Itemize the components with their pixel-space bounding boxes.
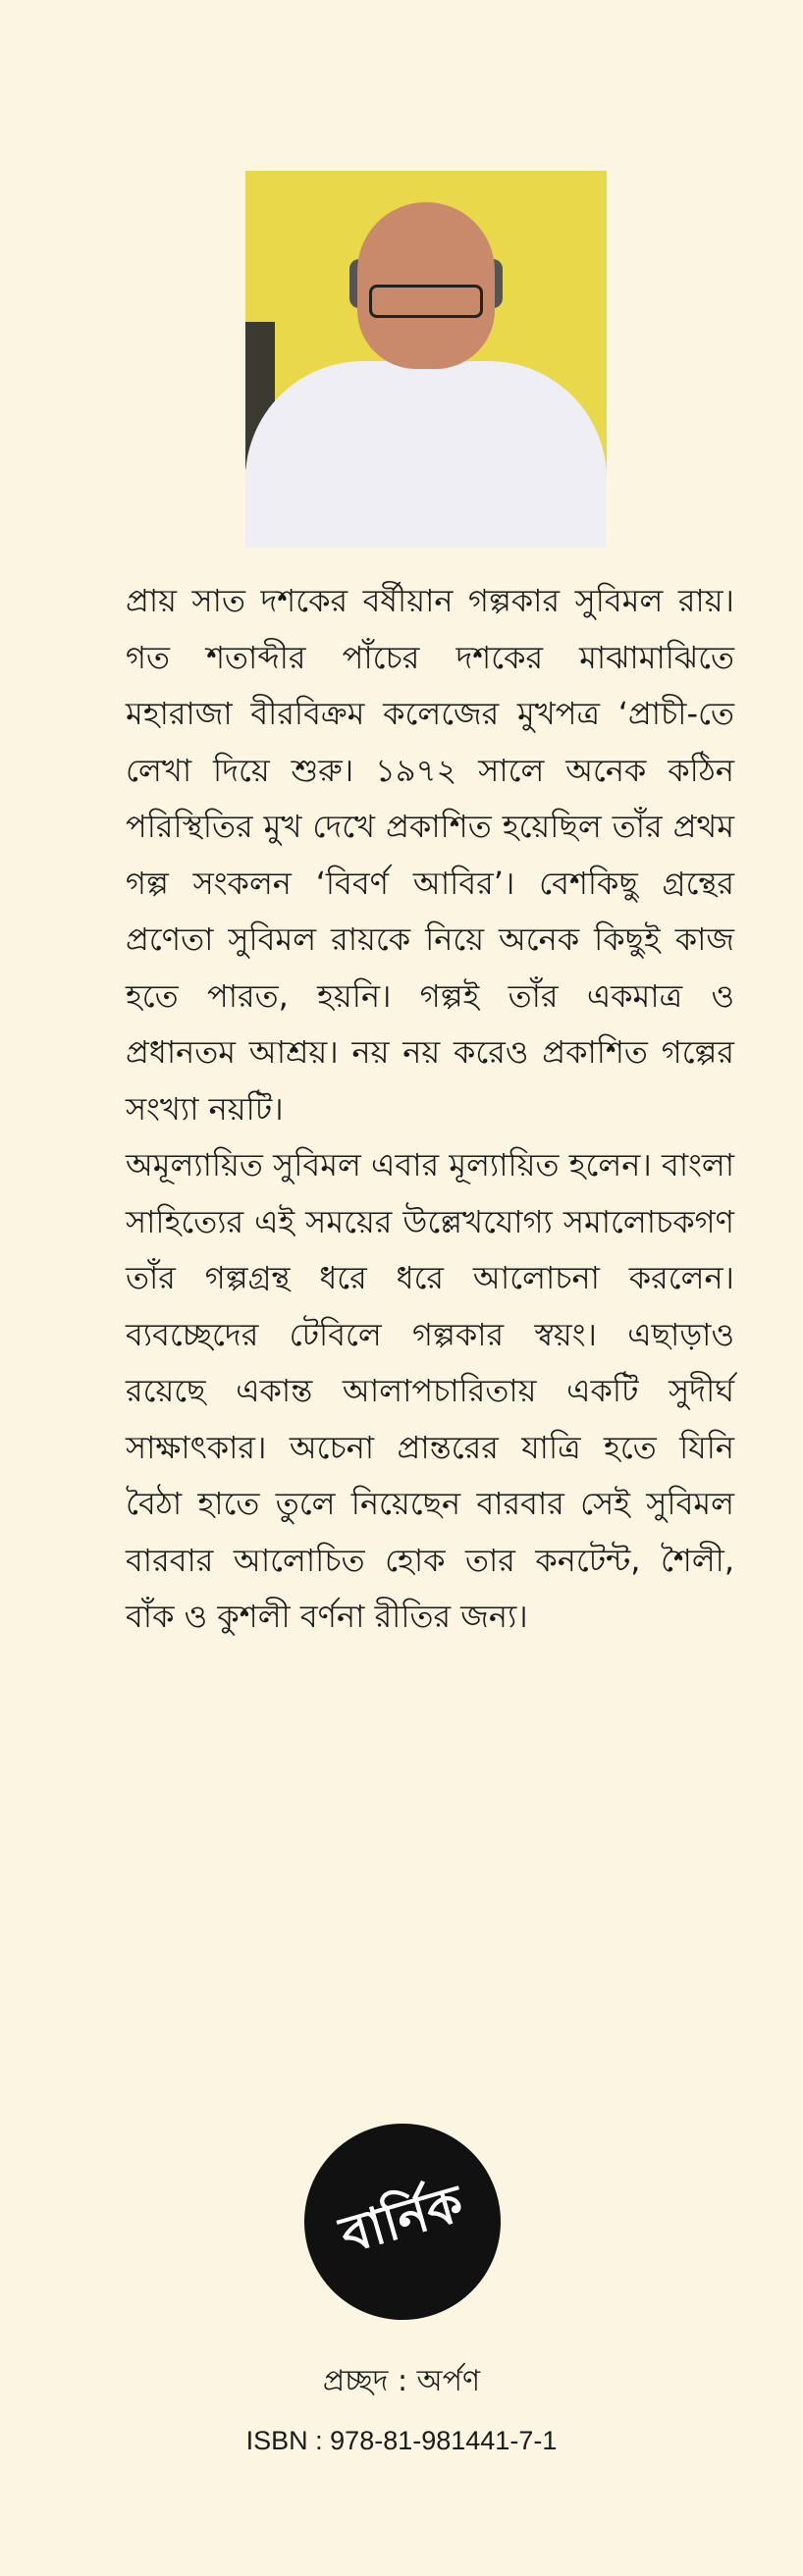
isbn: ISBN : 978-81-981441-7-1 [245, 2426, 558, 2455]
blurb-paragraph-1: প্রায় সাত দশকের বর্ষীয়ান গল্পকার সুবিমল রায়। গত শতাব্দীর পাঁচের দশকের মাঝামাঝিতে মহারাজা বীরবিক্রম কলেজের মুখপত্র ‘প্রাচী-তে লেখা দিয়ে শুরু। ১৯৭২ সালে অনেক কঠিন পরিস্থিতির মুখ দেখে প্রকাশিত হয়েছিল তাঁর প্রথম গল্প সংকলন ‘বিবর্ণ আবির’। বেশকিছু গ্রন্থের প্রণেতা সুবিমল রায়কে নিয়ে অনেক কিছুই কাজ হতে পারত, হয়নি। গল্পই তাঁর একমাত্র ও প্রধানতম আশ্রয়। নয় নয় করেও প্রকাশিত গল্পের সংখ্যা নয়টি। [126, 582, 734, 1128]
blurb-paragraph-2: অমূল্যায়িত সুবিমল এবার মূল্যায়িত হলেন। বাংলা সাহিত্যের এই সময়ের উল্লেখযোগ্য সমালোচকগণ তাঁর গল্পগ্রন্থ ধরে ধরে আলোচনা করলেন। ব্যবচ্ছেদের টেবিলে গল্পকার স্বয়ং। এছাড়াও রয়েছে একান্ত আলাপচারিতায় একটি সুদীর্ঘ সাক্ষাৎকার। অচেনা প্রান্তরের যাত্রি হতে যিনি বৈঠা হাতে তুলে নিয়েছেন বারবার সেই সুবিমল বারবার আলোচিত হোক তার কনটেন্ট, শৈলী, বাঁক ও কুশলী বর্ণনা রীতির জন্য। [126, 1146, 734, 1635]
publisher-logo [294, 2114, 510, 2330]
author-photo [245, 171, 607, 548]
book-blurb [126, 573, 734, 1646]
author-glasses [369, 285, 483, 318]
cover-credit: প্রচ্ছদ : অর্পণ [322, 2364, 481, 2398]
author-shirt [245, 361, 607, 548]
publisher-logo-text: বার্নিক [334, 2174, 470, 2265]
